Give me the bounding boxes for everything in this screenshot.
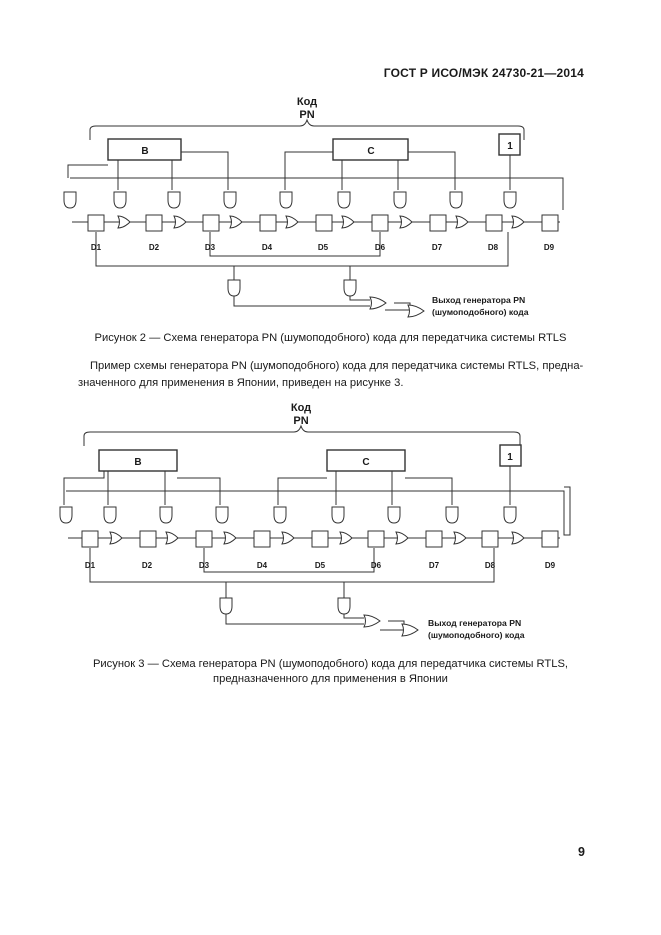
fig3-register-d7: D7 <box>428 561 440 570</box>
fig3-register-d2: D2 <box>141 561 153 570</box>
fig2-box-1-label: 1 <box>507 141 513 152</box>
fig2-register-d4: D4 <box>261 243 273 252</box>
fig3-code-label-line2: PN <box>293 415 309 427</box>
fig2-register-d2: D2 <box>148 243 160 252</box>
figure-3-caption <box>0 657 661 687</box>
page-number: 9 <box>578 845 585 859</box>
document-header-id: ГОСТ Р ИСО/МЭК 24730-21—2014 <box>383 66 584 80</box>
fig2-register-d1: D1 <box>90 243 102 252</box>
fig3-register-d1: D1 <box>84 561 96 570</box>
fig2-code-label-line1: Код <box>296 96 318 108</box>
fig3-register-d3: D3 <box>198 561 210 570</box>
fig2-register-d8: D8 <box>487 243 499 252</box>
fig3-register-d9: D9 <box>544 561 556 570</box>
fig2-output-label-line1: Выход генератора PN <box>432 295 526 305</box>
paragraph-line-1: Пример схемы генератора PN (шумоподобного) кода для передатчика системы RTLS, предна- <box>90 360 584 372</box>
fig3-box-1-label: 1 <box>507 452 513 463</box>
fig2-register-d3: D3 <box>204 243 216 252</box>
fig2-code-label-line2: PN <box>299 109 315 121</box>
fig3-box-b-label: B <box>134 457 142 468</box>
fig3-register-d4: D4 <box>256 561 268 570</box>
fig3-code-label-line1: Код <box>290 402 312 414</box>
fig2-register-d5: D5 <box>317 243 329 252</box>
fig3-output-label-line2: (шумоподобного) кода <box>428 630 525 640</box>
figure-3-pn-generator-diagram <box>0 395 661 655</box>
body-paragraph <box>78 358 584 392</box>
paragraph-line-2: значенного для применения в Японии, приведен на рисунке 3. <box>78 377 404 389</box>
fig2-box-c-label: C <box>367 146 375 157</box>
figure-2-caption: Рисунок 2 — Схема генератора PN (шумоподобного) кода для передатчика системы RTLS <box>94 332 567 344</box>
fig2-register-d6: D6 <box>374 243 386 252</box>
fig3-register-d5: D5 <box>314 561 326 570</box>
fig2-output-label-line2: (шумоподобного) кода <box>432 307 529 317</box>
figure-2-pn-generator-diagram <box>0 0 661 330</box>
fig3-box-c-label: C <box>362 457 370 468</box>
fig2-box-b-label: B <box>141 146 149 157</box>
figure-3-caption-line-1: Рисунок 3 — Схема генератора PN (шумоподобного) кода для передатчика системы RTLS, <box>92 658 569 670</box>
fig3-output-label-line1: Выход генератора PN <box>428 618 522 628</box>
figure-3-caption-line-2: предназначенного для применения в Японии <box>213 673 448 685</box>
fig3-register-d6: D6 <box>370 561 382 570</box>
fig2-register-d7: D7 <box>431 243 443 252</box>
fig2-register-d9: D9 <box>543 243 555 252</box>
fig3-register-d8: D8 <box>484 561 496 570</box>
